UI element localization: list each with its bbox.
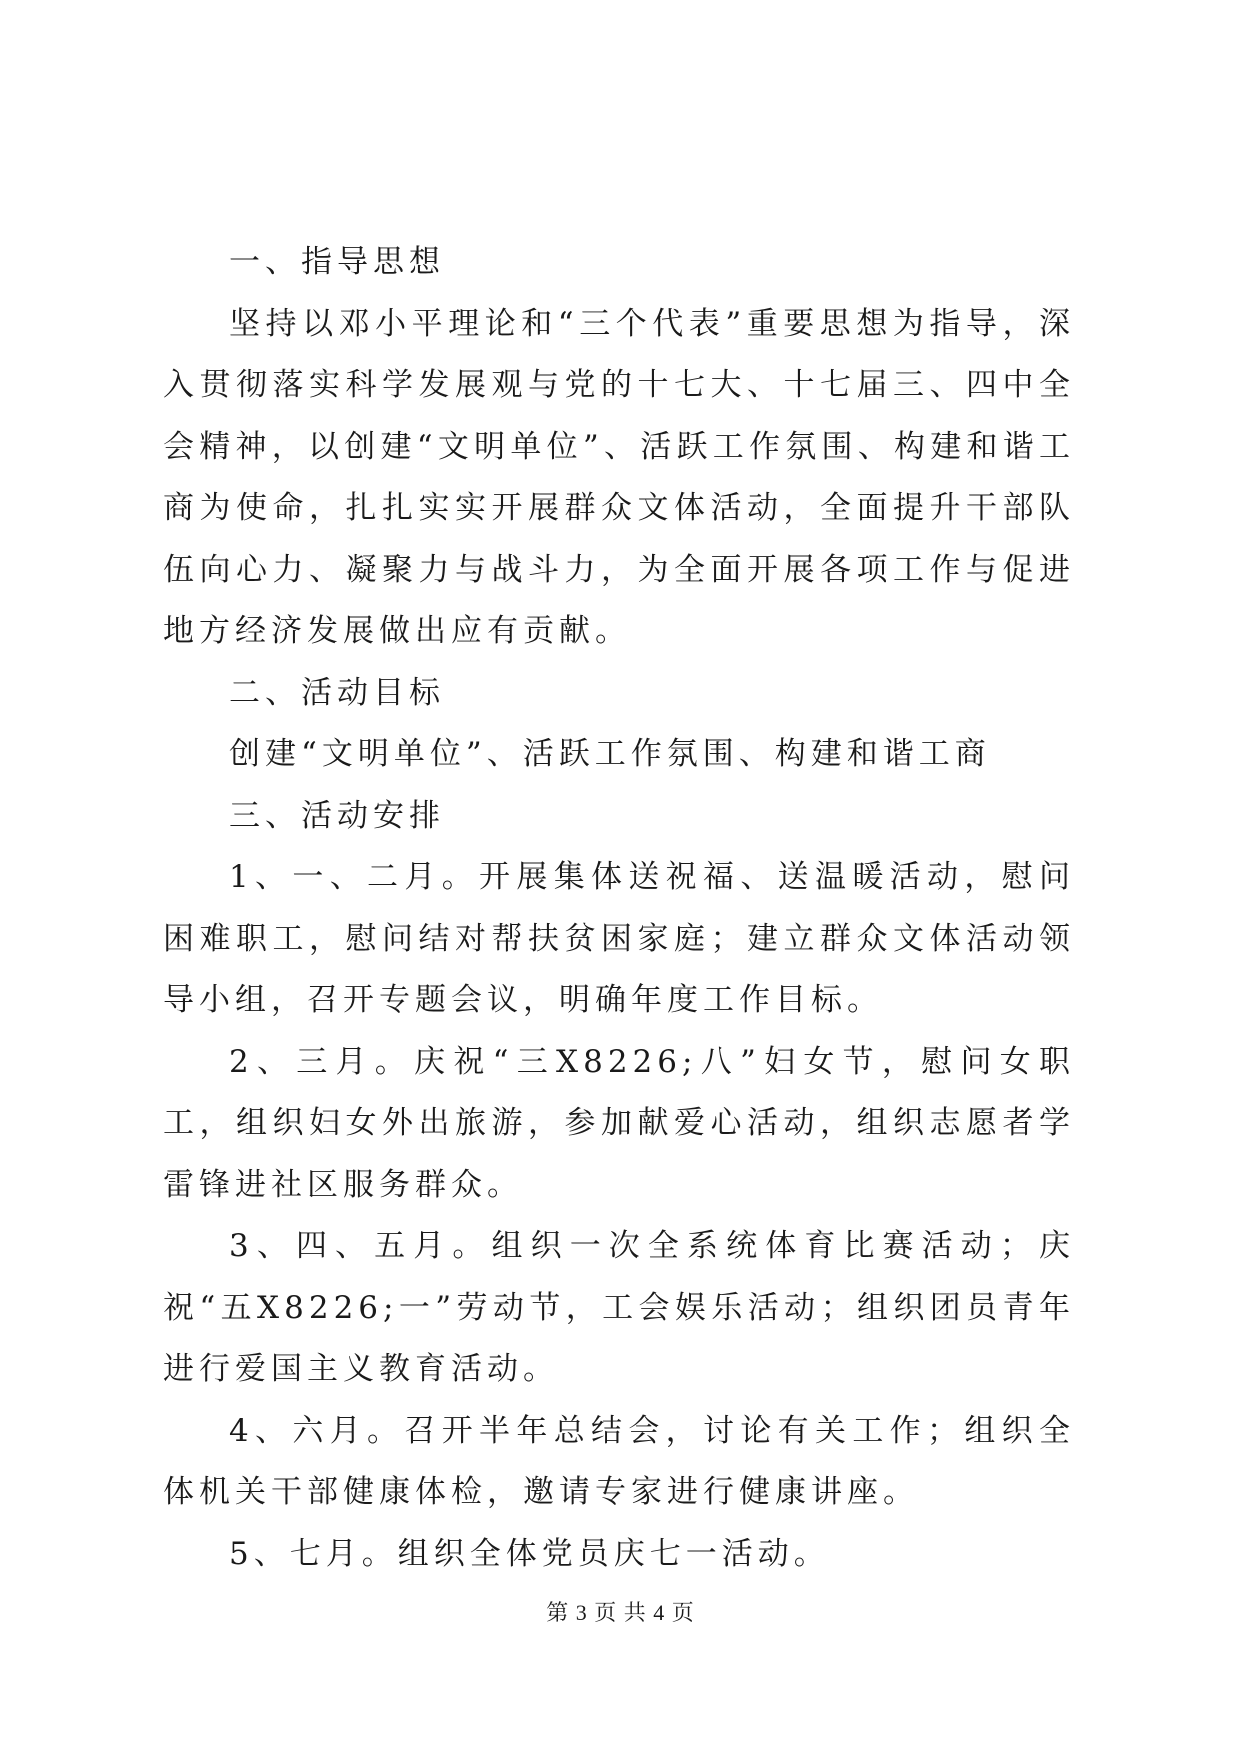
schedule-item-june: 4、六月。召开半年总结会，讨论有关工作；组织全体机关干部健康体检，邀请专家进行健康讲座。 [163, 1412, 1075, 1510]
section-heading-guiding-ideology: 一、指导思想 [229, 244, 445, 280]
schedule-item-apr-may: 3、四、五月。组织一次全系统体育比赛活动；庆祝“五X8226;一”劳动节，工会娱乐活动；组织团员青年进行爱国主义教育活动。 [163, 1228, 1075, 1387]
schedule-item-july: 5、七月。组织全体党员庆七一活动。 [229, 1535, 830, 1572]
paragraph-guiding-ideology: 坚持以邓小平理论和“三个代表”重要思想为指导，深入贯彻落实科学发展观与党的十七大、十七届三、四中全会精神，以创建“文明单位”、活跃工作氛围、构建和谐工商为使命，扎扎实实开展群众文体活动，全面提升干部队伍向心力、凝聚力与战斗力，为全面开展各项工作与促进地方经济发展做出应有贡献。 [163, 305, 1075, 649]
section-heading-activity-schedule: 三、活动安排 [229, 797, 445, 834]
document-body [163, 232, 1075, 1585]
paragraph-activity-goals: 创建“文明单位”、活跃工作氛围、构建和谐工商 [229, 736, 991, 772]
page-number-footer: 第 3 页 共 4 页 [546, 1600, 695, 1625]
schedule-item-march: 2、三月。庆祝“三X8226;八”妇女节，慰问女职工，组织妇女外出旅游，参加献爱心活动，组织志愿者学雷锋进社区服务群众。 [163, 1043, 1075, 1203]
schedule-item-jan-feb: 1、一、二月。开展集体送祝福、送温暖活动，慰问困难职工，慰问结对帮扶贫困家庭；建立群众文体活动领导小组，召开专题会议，明确年度工作目标。 [163, 859, 1075, 1018]
section-heading-activity-goals: 二、活动目标 [229, 674, 445, 711]
